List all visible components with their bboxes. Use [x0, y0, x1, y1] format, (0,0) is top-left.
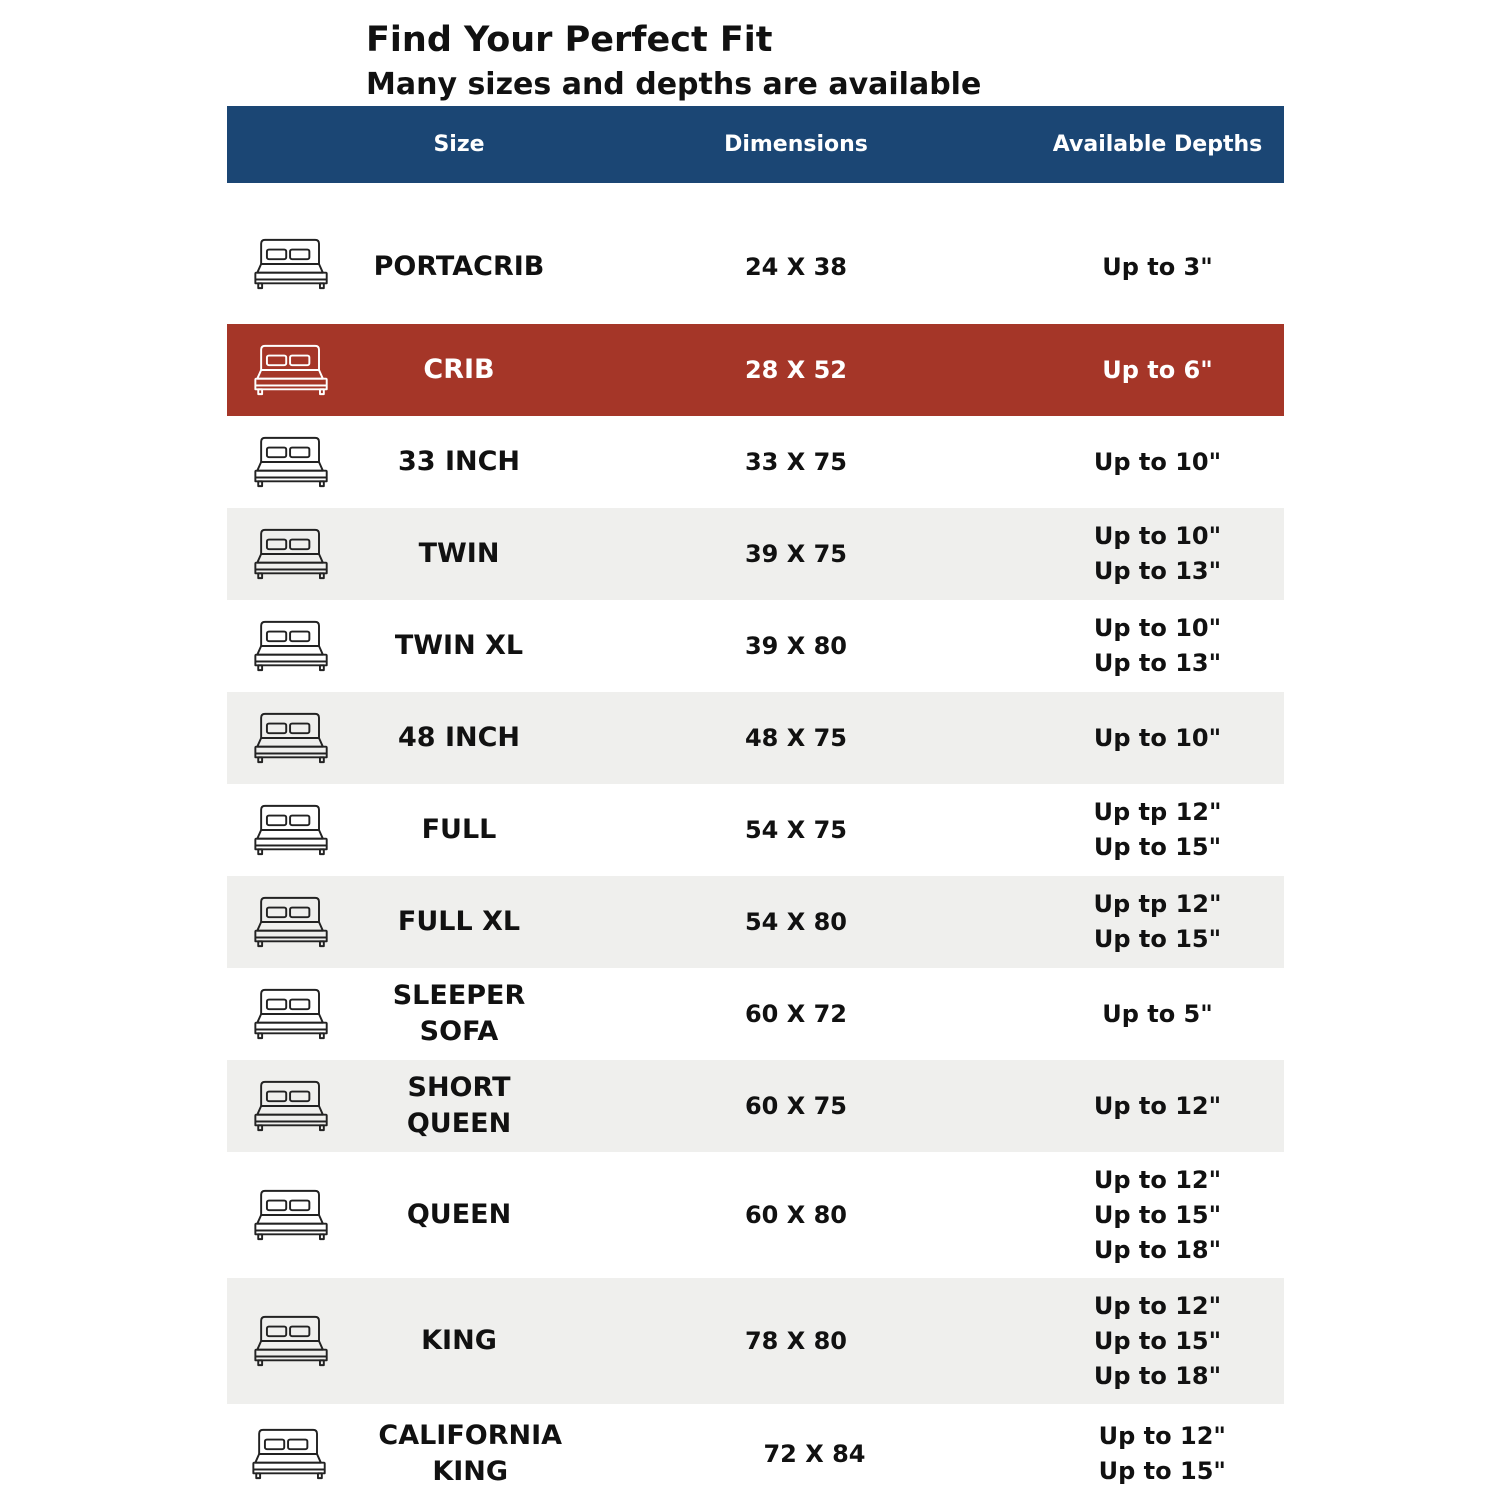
depth-option: Up to 18": [1093, 1235, 1222, 1264]
depth-option: Up to 13": [1093, 649, 1222, 677]
dimensions-value: 24 X 38: [744, 253, 847, 281]
row-icon-cell: [227, 1314, 357, 1368]
dimensions-value: 39 X 75: [744, 540, 847, 568]
depths-cell: [1041, 1419, 1284, 1489]
table-row: [227, 1152, 1284, 1278]
table-row: [227, 876, 1284, 968]
bed-icon: [251, 1427, 329, 1481]
depth-option: Up to 12": [1093, 1165, 1222, 1194]
row-icon-cell: [227, 803, 357, 857]
depth-option: Up to 12": [1093, 1091, 1222, 1120]
row-icon-cell: [227, 895, 357, 949]
bed-icon: [253, 237, 331, 291]
bed-icon: [253, 1314, 331, 1368]
table-row: [227, 508, 1284, 600]
dimensions-value: 48 X 75: [744, 724, 847, 752]
dimensions-value: 33 X 75: [744, 448, 847, 476]
dimensions-value: 60 X 72: [744, 1000, 847, 1028]
depth-option: Up to 15": [1093, 1326, 1222, 1355]
row-icon-cell: [227, 987, 357, 1041]
depths-cell: [1031, 1089, 1284, 1124]
page-subtitle: Many sizes and depths are available: [366, 67, 982, 102]
size-table: [227, 106, 1284, 1504]
heading: [366, 18, 981, 108]
depths-cell: [1031, 887, 1284, 957]
dimensions-value: 28 X 52: [744, 356, 847, 384]
size-name: FULL XL: [397, 906, 521, 937]
depth-option: Up to 15": [1093, 925, 1222, 953]
depths-cell: [1031, 997, 1284, 1032]
size-name: SLEEPER SOFA: [392, 980, 526, 1047]
bed-icon: [253, 527, 331, 581]
dimensions-value: 39 X 80: [744, 632, 847, 660]
depths-cell: [1031, 611, 1284, 681]
row-icon-cell: [227, 435, 357, 489]
bed-icon: [253, 1079, 331, 1133]
bed-icon: [253, 987, 331, 1041]
table-header: [227, 106, 1284, 183]
table-row: [227, 692, 1284, 784]
dimensions-value: 60 X 75: [744, 1092, 847, 1120]
dimensions-value: 72 X 84: [763, 1440, 866, 1468]
depth-option: Up to 13": [1093, 557, 1222, 585]
size-name: QUEEN: [406, 1199, 512, 1230]
depths-cell: [1031, 795, 1284, 865]
size-name: FULL: [421, 814, 497, 845]
bed-icon: [253, 1188, 331, 1242]
bed-icon: [253, 803, 331, 857]
depth-option: Up to 15": [1098, 1457, 1226, 1485]
column-header-size: Size: [433, 132, 485, 157]
depth-option: Up to 3": [1102, 252, 1213, 281]
table-row: [227, 600, 1284, 692]
column-header-dimensions: Dimensions: [724, 132, 868, 157]
depth-option: Up to 10": [1093, 723, 1222, 752]
depth-option: Up to 6": [1102, 355, 1213, 384]
row-icon-cell: [227, 711, 357, 765]
table-row: [227, 1060, 1284, 1152]
depth-option: Up to 5": [1102, 999, 1213, 1028]
depths-cell: [1031, 353, 1284, 388]
header-gap: [227, 183, 1284, 210]
dimensions-value: 54 X 80: [744, 908, 847, 936]
dimensions-value: 78 X 80: [744, 1327, 847, 1355]
size-name: KING: [421, 1325, 497, 1356]
row-icon-cell: [227, 237, 357, 291]
size-name: TWIN: [418, 538, 500, 569]
depth-option: Up to 10": [1093, 614, 1222, 642]
depth-option: Up to 12": [1093, 1291, 1222, 1320]
size-name: SHORT QUEEN: [406, 1072, 512, 1139]
table-row: [227, 416, 1284, 508]
depths-cell: [1031, 1163, 1284, 1268]
table-row: [227, 324, 1284, 416]
dimensions-value: 54 X 75: [744, 816, 847, 844]
size-name: CRIB: [423, 354, 495, 385]
table-row: [227, 1404, 1284, 1504]
table-row: [227, 1278, 1284, 1404]
bed-icon: [253, 711, 331, 765]
depths-cell: [1031, 1289, 1284, 1394]
size-name: 33 INCH: [397, 446, 521, 477]
depth-option: Up tp 12": [1093, 890, 1222, 918]
bed-icon: [253, 343, 331, 397]
row-icon-cell: [227, 1188, 357, 1242]
row-icon-cell: [227, 1079, 357, 1133]
size-name: 48 INCH: [397, 722, 521, 753]
table-row: [227, 968, 1284, 1060]
page-title: Find Your Perfect Fit: [366, 20, 773, 60]
row-icon-cell: [227, 1427, 352, 1481]
dimensions-value: 60 X 80: [744, 1201, 847, 1229]
depth-option: Up tp 12": [1093, 798, 1222, 826]
depths-cell: [1031, 250, 1284, 285]
depth-option: Up to 10": [1093, 447, 1222, 476]
size-name: CALIFORNIA KING: [378, 1420, 563, 1487]
table-body: [227, 210, 1284, 1504]
column-header-depths: Available Depths: [1052, 132, 1263, 157]
size-name: PORTACRIB: [373, 251, 545, 282]
row-icon-cell: [227, 619, 357, 673]
depths-cell: [1031, 721, 1284, 756]
depths-cell: [1031, 445, 1284, 480]
depths-cell: [1031, 519, 1284, 589]
bed-icon: [253, 435, 331, 489]
depth-option: Up to 10": [1093, 522, 1222, 550]
depth-option: Up to 15": [1093, 833, 1222, 861]
bed-icon: [253, 619, 331, 673]
size-name: TWIN XL: [394, 630, 524, 661]
row-icon-cell: [227, 343, 357, 397]
table-row: [227, 784, 1284, 876]
row-icon-cell: [227, 527, 357, 581]
table-row: [227, 210, 1284, 324]
depth-option: Up to 12": [1098, 1422, 1226, 1450]
depth-option: Up to 18": [1093, 1361, 1222, 1390]
bed-icon: [253, 895, 331, 949]
depth-option: Up to 15": [1093, 1200, 1222, 1229]
